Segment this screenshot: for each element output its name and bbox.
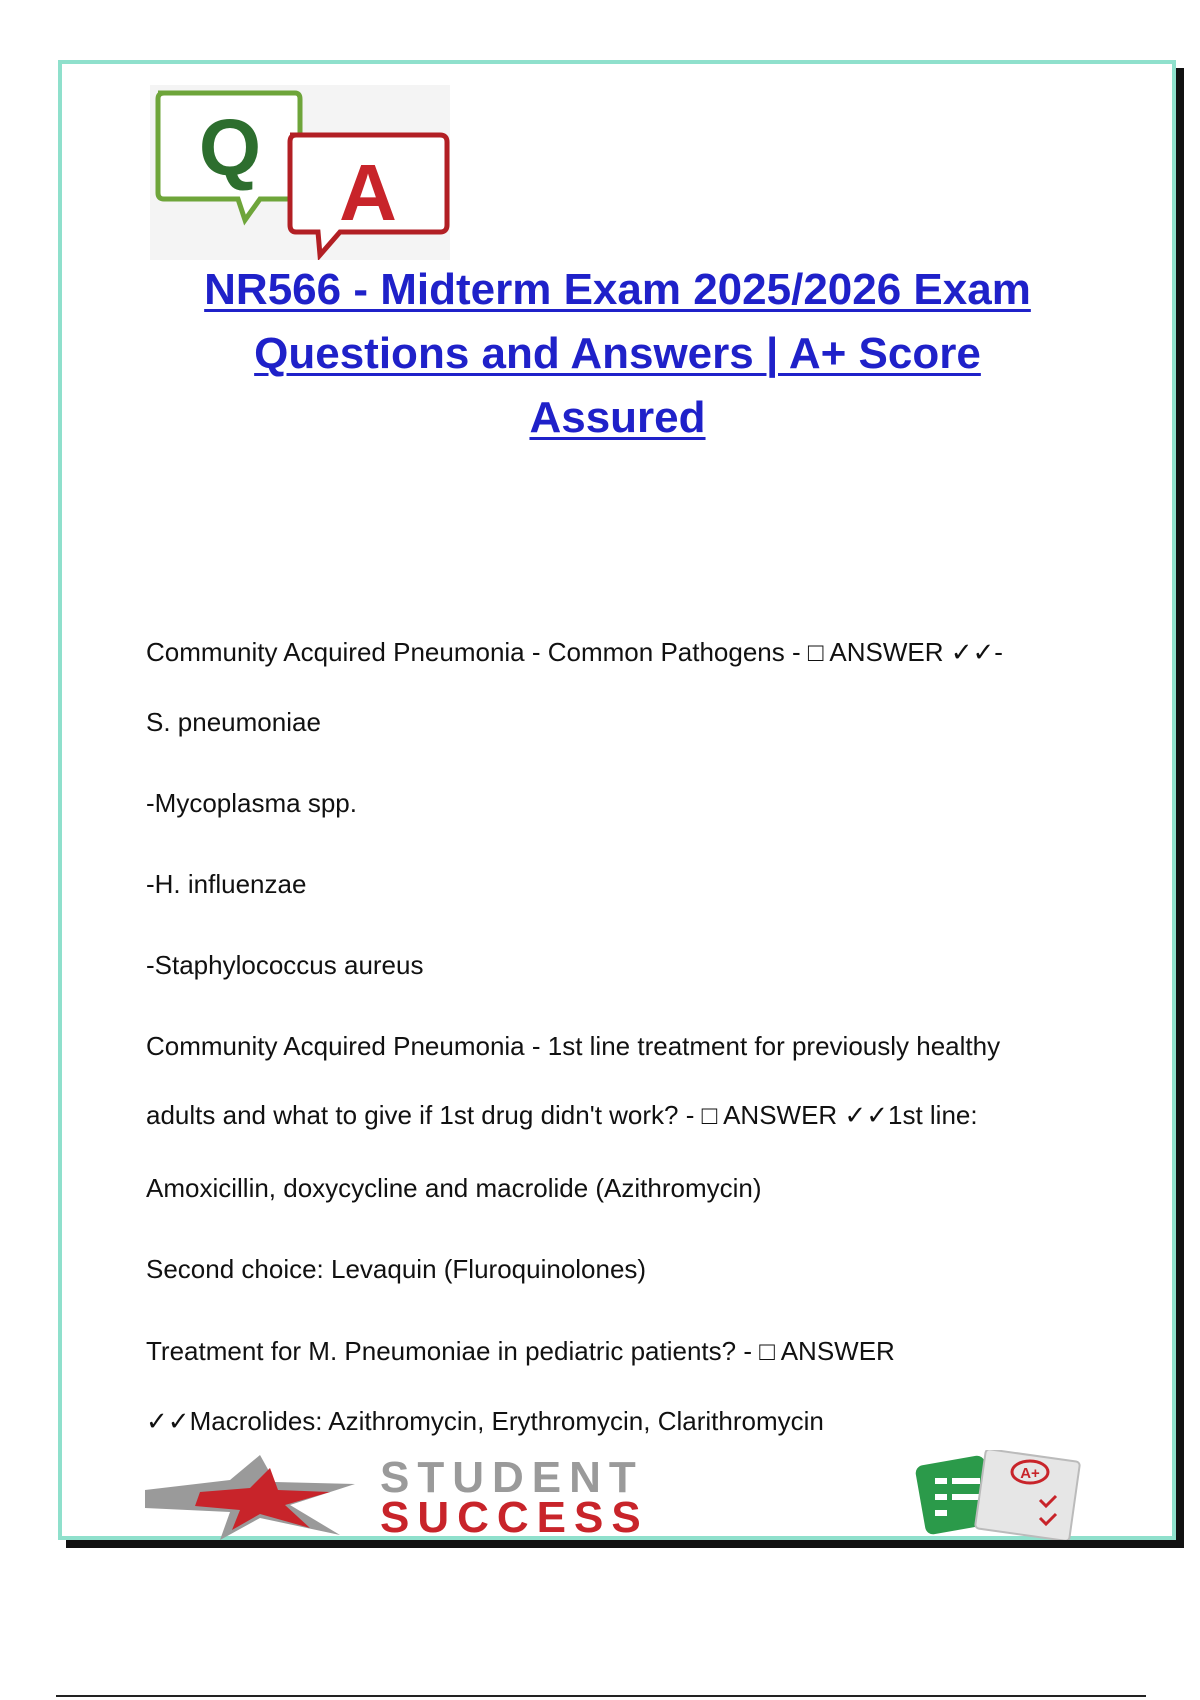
title-line-1[interactable]: NR566 - Midterm Exam 2025/2026 Exam bbox=[204, 265, 1031, 314]
page-title[interactable] bbox=[120, 258, 1115, 450]
text-line: Treatment for M. Pneumoniae in pediatric patients? - □ ANSWER bbox=[146, 1336, 895, 1366]
qa-logo bbox=[150, 85, 450, 260]
text-line: Community Acquired Pneumonia - 1st line treatment for previously healthy bbox=[146, 1031, 1001, 1061]
text-line: -H. influenzae bbox=[146, 869, 307, 899]
q-letter: Q bbox=[198, 103, 262, 192]
text-line: S. pneumoniae bbox=[146, 707, 321, 737]
text-line: Community Acquired Pneumonia - Common Pathogens - □ ANSWER ✓✓- bbox=[146, 637, 1003, 667]
title-line-2[interactable]: Questions and Answers | A+ Score bbox=[254, 329, 981, 378]
text-line: adults and what to give if 1st drug didn't work? - □ ANSWER ✓✓1st line: bbox=[146, 1100, 978, 1130]
bottom-divider bbox=[56, 1695, 1146, 1697]
student-text: STUDENT bbox=[380, 1453, 644, 1502]
graded-paper-icon bbox=[975, 1450, 1080, 1540]
text-line: -Staphylococcus aureus bbox=[146, 950, 424, 980]
grade-badge: A+ bbox=[1020, 1465, 1040, 1482]
success-text: SUCCESS bbox=[380, 1493, 649, 1540]
text-line: ✓✓Macrolides: Azithromycin, Erythromycin, Clarithromycin bbox=[146, 1406, 824, 1436]
student-success-logo bbox=[140, 1450, 1090, 1540]
a-letter: A bbox=[339, 148, 397, 237]
text-line: Amoxicillin, doxycycline and macrolide (Azithromycin) bbox=[146, 1173, 762, 1203]
text-line: -Mycoplasma spp. bbox=[146, 788, 357, 818]
text-line: Second choice: Levaquin (Fluroquinolones) bbox=[146, 1254, 647, 1284]
title-line-3[interactable]: Assured bbox=[529, 393, 706, 442]
